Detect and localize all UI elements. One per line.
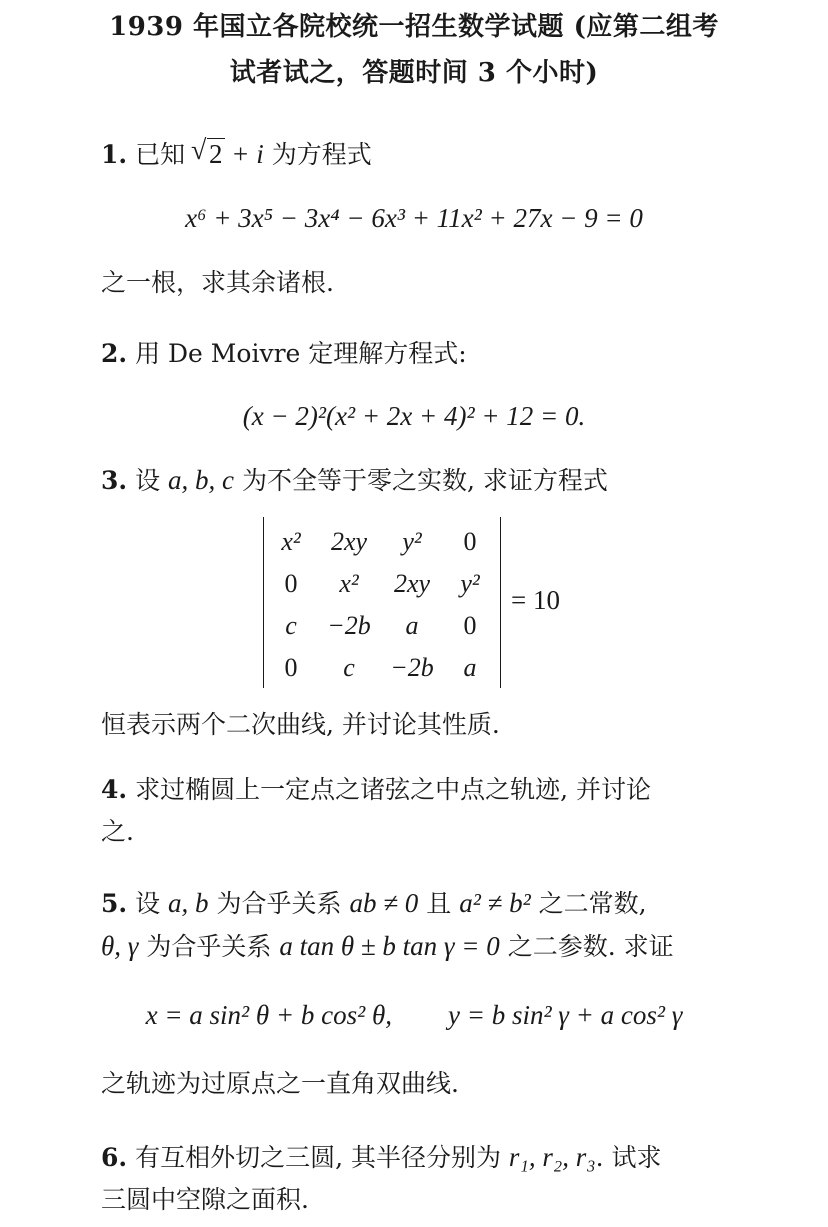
- q5-and: 且: [426, 889, 452, 918]
- q5-l1-mid: 为合乎关系: [216, 889, 342, 918]
- q5-cond-2: a² ≠ b²: [459, 888, 531, 918]
- q5-l1-post: 之二常数,: [538, 889, 647, 918]
- det-cell: a: [463, 653, 477, 682]
- det-cell: a: [405, 611, 419, 640]
- q3-post: 为不全等于零之实数, 求证方程式: [241, 466, 608, 495]
- q5-line-2: [101, 929, 674, 964]
- q2-equation: (x − 2)²(x² + 2x + 4)² + 12 = 0.: [242, 401, 586, 431]
- det-cell: 0: [284, 653, 298, 682]
- determinant-grid: [266, 521, 498, 689]
- det-cell: y²: [402, 527, 422, 556]
- q1-equation: x⁶ + 3x⁵ − 3x⁴ − 6x³ + 11x² + 27x − 9 = 0: [185, 203, 643, 233]
- q5-cond-1: ab ≠ 0: [349, 888, 419, 918]
- det-cell: −2b: [327, 611, 371, 640]
- page-title: [60, 4, 768, 96]
- det-cell: c: [343, 653, 355, 682]
- q5-line-1: [101, 886, 647, 921]
- q6-l1-pre: 有互相外切之三圆, 其半径分别为: [135, 1143, 501, 1172]
- det-cell: 0: [463, 611, 477, 640]
- q3-determinant: [263, 517, 501, 688]
- q1-intro-pre: 已知: [135, 140, 186, 169]
- q1-intro-post: 为方程式: [271, 140, 372, 169]
- q2-number: 2.: [101, 339, 128, 368]
- q4-line-1: [101, 773, 651, 807]
- q6-line-2: 三圆中空隙之面积.: [101, 1185, 309, 1214]
- q2-intro: [101, 337, 467, 371]
- q6-line-1: [101, 1140, 662, 1175]
- q5-l2-mid: 为合乎关系: [146, 932, 272, 961]
- q1-sqrt-arg: 2: [209, 139, 223, 169]
- q4-text-1: 求过椭圆上一定点之诸弦之中点之轨迹, 并讨论: [135, 775, 651, 804]
- det-cell: x²: [281, 527, 301, 556]
- q5-l2-cond: a tan θ ± b tan γ = 0: [279, 931, 500, 961]
- det-cell: y²: [460, 569, 480, 598]
- q5-after: 之轨迹为过原点之一直角双曲线.: [101, 1069, 459, 1098]
- q6-l1-post: . 试求: [595, 1143, 662, 1172]
- det-cell: 2xy: [330, 527, 368, 556]
- q5-l2-post: 之二参数. 求证: [507, 932, 674, 961]
- q1-root-rest: + i: [224, 139, 264, 169]
- det-cell: −2b: [390, 653, 434, 682]
- q6-number: 6.: [101, 1143, 128, 1172]
- q6-l1-vars: r₁, r₂, r₃: [508, 1142, 596, 1172]
- q5-equations: [0, 998, 828, 1032]
- q4-number: 4.: [101, 775, 128, 804]
- q1-intro: [101, 137, 372, 172]
- det-cell: c: [285, 611, 297, 640]
- q1-after: 之一根，求其余诸根.: [101, 268, 334, 297]
- q5-l1-vars: a, b: [168, 888, 209, 918]
- q3-pre: 设: [135, 466, 161, 495]
- q5-number: 5.: [101, 889, 128, 918]
- q3-intro: [101, 463, 608, 498]
- q5-l2-vars: θ, γ: [101, 931, 139, 961]
- title-line-2: 试者试之，答题时间 3 个小时): [229, 58, 599, 88]
- q4-line-2: 之.: [101, 817, 134, 846]
- q2-text: 用 De Moivre 定理解方程式:: [135, 339, 467, 368]
- q1-number: 1.: [101, 140, 128, 169]
- det-cell: 0: [463, 527, 477, 556]
- det-cell: x²: [339, 569, 359, 598]
- q5-l1-pre: 设: [135, 889, 161, 918]
- q5-eq-y: y = b sin² γ + a cos² γ: [447, 1000, 683, 1030]
- q3-number: 3.: [101, 466, 128, 495]
- title-line-1: 1939 年国立各院校统一招生数学试题 (应第二组考: [109, 12, 719, 42]
- q3-rhs: = 10: [511, 585, 560, 615]
- q3-vars: a, b, c: [168, 465, 235, 495]
- q1-root: [193, 139, 264, 169]
- det-cell: 2xy: [393, 569, 431, 598]
- det-cell: 0: [284, 569, 298, 598]
- q3-after: 恒表示两个二次曲线, 并讨论其性质.: [101, 710, 500, 739]
- q5-eq-x: x = a sin² θ + b cos² θ,: [145, 1000, 392, 1030]
